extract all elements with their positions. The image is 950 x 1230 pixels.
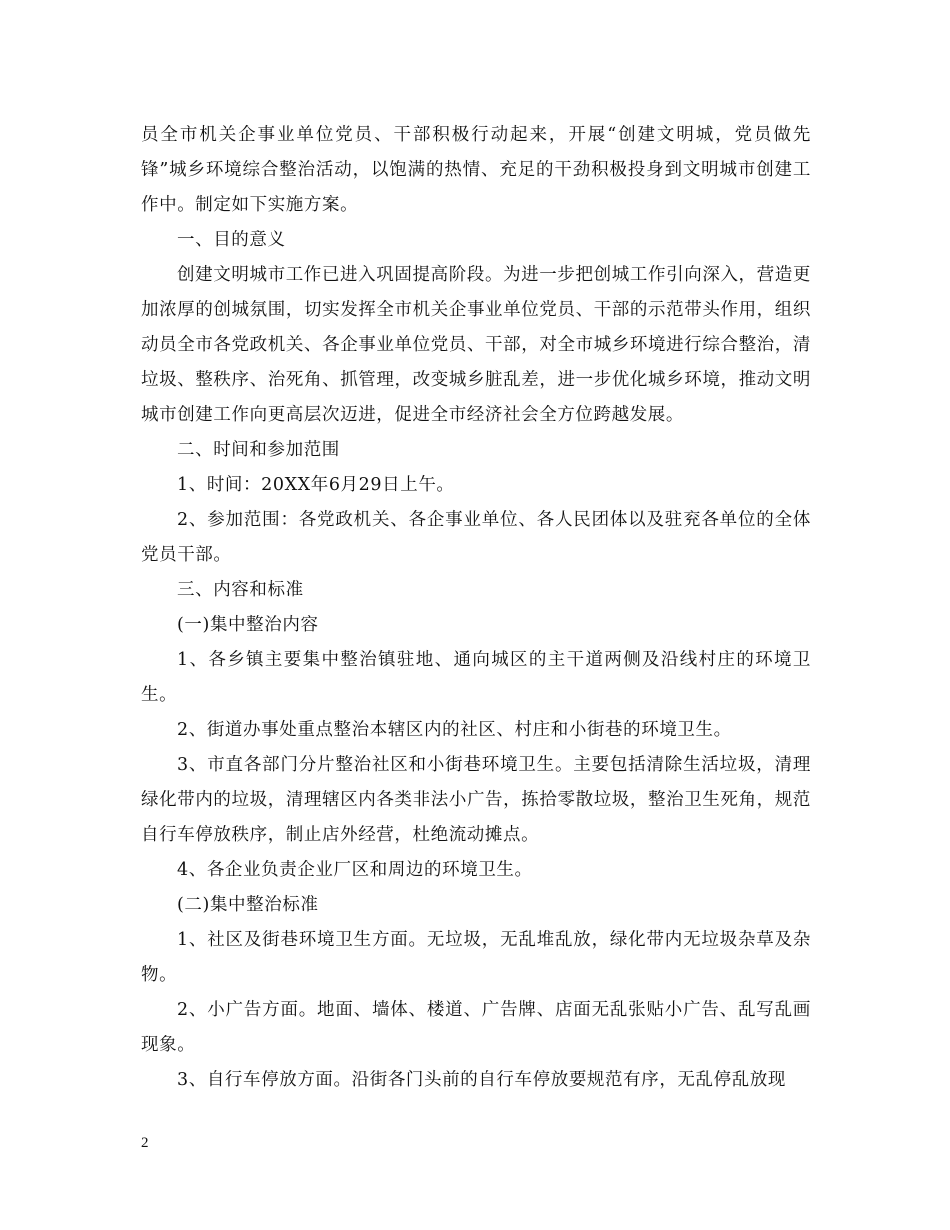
paragraph: 4、各企业负责企业厂区和周边的环境卫生。 — [177, 860, 533, 880]
paragraph: 创建文明城市工作已进入巩固提高阶段。为进一步把创城工作引向深入，营造更加浓厚的创城氛围，切实发挥全市机关企事业单位党员、干部的示范带头作用，组织动员全市各党政机关、各企事业单位党员、干部，对全市城乡环境进行综合整治，清垃圾、整秩序、治死角、抓管理，改变城乡脏乱差，进一步优化城乡环境，推动文明城市创建工作向更高层次迈进，促进全市经济社会全方位跨越发展。 — [141, 265, 811, 425]
paragraph: 3、自行车停放方面。沿街各门头前的自行车停放要规范有序，无乱停乱放现 — [177, 1070, 787, 1090]
paragraph: 1、时间：20XX年6月29日上午。 — [177, 475, 455, 495]
paragraph: (二)集中整治标准 — [177, 895, 319, 915]
paragraph: 2、街道办事处重点整治本辖区内的社区、村庄和小街巷的环境卫生。 — [177, 720, 732, 740]
paragraph: (一)集中整治内容 — [177, 615, 319, 635]
paragraph: 1、社区及街巷环境卫生方面。无垃圾，无乱堆乱放，绿化带内无垃圾杂草及杂物。 — [141, 930, 811, 985]
paragraph: 3、市直各部门分片整治社区和小街巷环境卫生。主要包括清除生活垃圾，清理绿化带内的垃圾，清理辖区内各类非法小广告，拣拾零散垃圾，整治卫生死角，规范自行车停放秩序，制止店外经营，杜绝流动摊点。 — [141, 755, 811, 845]
document-body — [141, 118, 811, 1098]
paragraph: 二、时间和参加范围 — [177, 440, 340, 460]
paragraph: 一、目的意义 — [177, 230, 286, 250]
paragraph: 1、各乡镇主要集中整治镇驻地、通向城区的主干道两侧及沿线村庄的环境卫生。 — [141, 650, 811, 705]
paragraph: 2、小广告方面。地面、墙体、楼道、广告牌、店面无乱张贴小广告、乱写乱画现象。 — [141, 1000, 811, 1055]
paragraph: 员全市机关企事业单位党员、干部积极行动起来，开展“创建文明城，党员做先锋”城乡环境综合整治活动，以饱满的热情、充足的干劲积极投身到文明城市创建工作中。制定如下实施方案。 — [141, 125, 811, 215]
paragraph: 三、内容和标准 — [177, 580, 304, 600]
page-number: 2 — [141, 1135, 149, 1151]
paragraph: 2、参加范围：各党政机关、各企事业单位、各人民团体以及驻兖各单位的全体党员干部。 — [141, 510, 811, 565]
